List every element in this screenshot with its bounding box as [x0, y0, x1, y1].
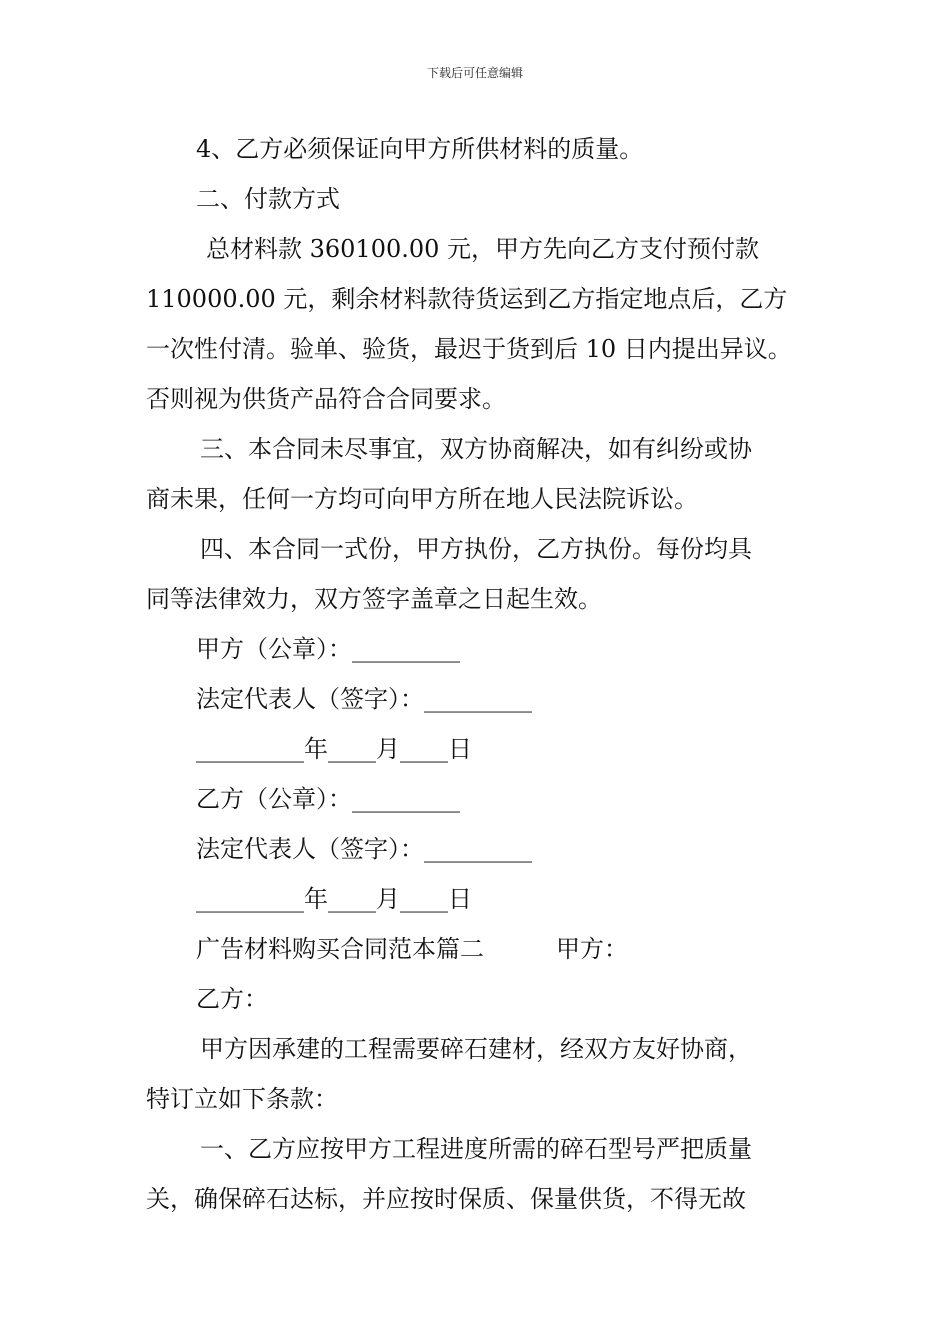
party-b-representative-line: 法定代表人（签字）：_________ [196, 835, 532, 863]
payment-line-4: 否则视为供货产品符合合同要求。 [146, 385, 506, 413]
section-payment-heading: 二、付款方式 [196, 185, 340, 213]
clause-4-quality: 4、乙方必须保证向甲方所供材料的质量。 [196, 135, 644, 163]
payment-line-2: 110000.00 元，剩余材料款待货运到乙方指定地点后，乙方 [146, 285, 788, 313]
clause-1-line-1: 一、乙方应按甲方工程进度所需的碎石型号严把质量 [200, 1135, 752, 1163]
party-a-representative-line: 法定代表人（签字）：_________ [196, 685, 532, 713]
page-header: 下载后可任意编辑 [426, 66, 523, 80]
party-b-label: 乙方： [196, 985, 268, 1013]
clause-3-line-1: 三、本合同未尽事宜，双方协商解决，如有纠纷或协 [200, 435, 752, 463]
clause-1-line-2: 关，确保碎石达标，并应按时保质、保量供货，不得无故 [146, 1185, 746, 1213]
clause-3-line-2: 商未果，任何一方均可向甲方所在地人民法院诉讼。 [146, 485, 698, 513]
party-a-date-line: _________年____月____日 [196, 735, 472, 763]
party-b-seal-line: 乙方（公章）：_________ [196, 785, 460, 813]
intro-line-2: 特订立如下条款： [146, 1085, 338, 1113]
party-a-seal-line: 甲方（公章）：_________ [196, 635, 460, 663]
intro-line-1: 甲方因承建的工程需要碎石建材，经双方友好协商， [200, 1035, 752, 1063]
clause-4-copies-line-2: 同等法律效力，双方签字盖章之日起生效。 [146, 585, 602, 613]
payment-line-1: 总材料款 360100.00 元，甲方先向乙方支付预付款 [206, 235, 760, 263]
clause-4-copies-line-1: 四、本合同一式份，甲方执份，乙方执份。每份均具 [200, 535, 752, 563]
party-b-date-line: _________年____月____日 [196, 885, 472, 913]
template-2-title-line: 广告材料购买合同范本篇二 甲方： [196, 935, 628, 963]
payment-line-3: 一次性付清。验单、验货，最迟于货到后 10 日内提出异议。 [146, 335, 792, 363]
